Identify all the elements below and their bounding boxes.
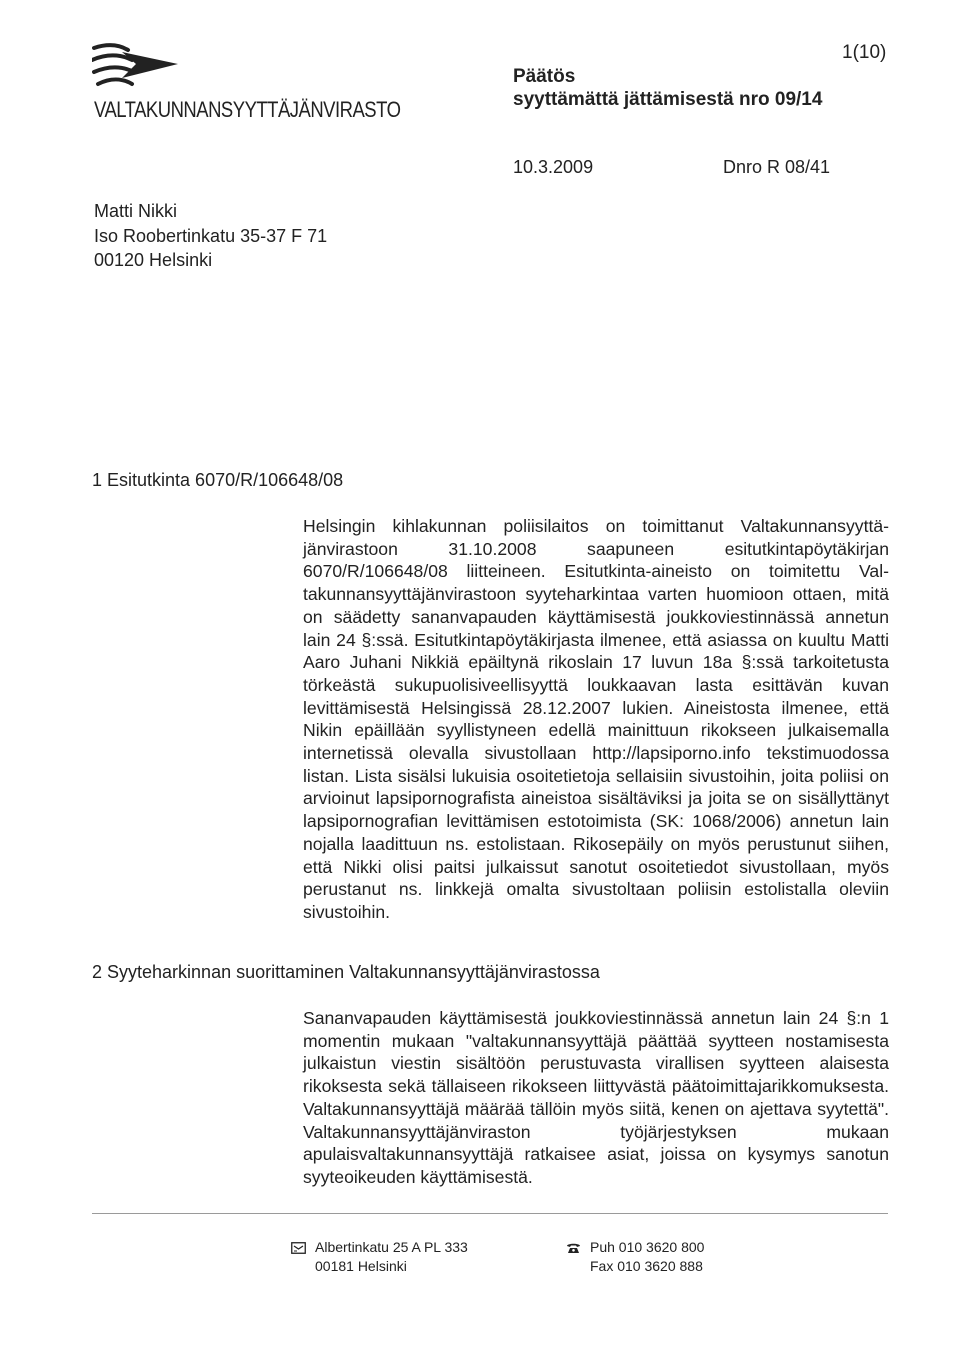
document-date: 10.3.2009 — [513, 157, 594, 177]
footer-fax: Fax 010 3620 888 — [590, 1258, 703, 1274]
agency-name: VALTAKUNNANSYYTTÄJÄNVIRASTO — [94, 97, 401, 122]
mailbox-icon — [291, 1242, 306, 1254]
document-reference-number: Dnro R 08/41 — [723, 157, 831, 177]
telephone-icon — [566, 1242, 581, 1254]
footer-phone: Puh 010 3620 800 — [590, 1239, 705, 1255]
recipient-address — [94, 199, 327, 273]
footer-address-line2: 00181 Helsinki — [315, 1258, 407, 1274]
section-heading: 2 Syyteharkinnan suorittaminen Valtakunnansyyttäjänvirastossa — [92, 962, 600, 982]
recipient-street: Iso Roobertinkatu 35-37 F 71 — [94, 225, 328, 246]
section-body: Sananvapauden käyttämisestä joukkoviestinnässä annetun lain 24 §:n 1 momentin mukaan "valtakunnansyyttäjä päättää syytteen nostamisesta julkaistun viestin sisältöön perustuvasta virallisen syytteen alaisesta rikoksesta sekä tällaiseen rikokseen liittyvästä päätoimittajarikkomuksesta. Valtakunnansyyttäjä määrää tällöin myös siitä, kenen on ajettava syytettä". Valtakunnansyyttäjänviraston työjärjestyksen mukaan apulaisvaltakunnansyyttäjä ratkaisee asiat, joissa on kysymys sanotun syyteoikeuden käyttämisestä. — [303, 1008, 889, 1187]
section-heading: 1 Esitutkinta 6070/R/106648/08 — [92, 470, 344, 490]
footer-divider — [92, 1213, 888, 1214]
recipient-name: Matti Nikki — [94, 201, 178, 221]
page-number: 1(10) — [842, 42, 887, 63]
document-subtitle: syyttämättä jättämisestä nro 09/14 — [513, 89, 823, 110]
section-body: Helsingin kihlakunnan poliisilaitos on toimittanut Valtakunnansyyttäjänvirastoon 31.10.2008 saapuneen esitutkintapöytäkirjan 6070/R/106648/08 liitteineen. Esitutkinta-aineisto on toimitettu Valtakunnansyyttäjänvirastoon syyteharkintaa varten huomioon ottaen, mitä on säädetty sananvapauden käyttämisestä joukkoviestinnässä annetun lain 24 §:ssä. Esitutkintapöytäkirjasta ilmenee, että asiassa on kuultu Matti Aaro Juhani Nikkiä epäiltynä rikoslain 17 luvun 18a §:ssä tarkoitetusta törkeästä sukupuolisiveellisyyttä loukkaavan lasta esittävän kuvan levittämisestä Helsingissä 28.12.2007 lukien. Aineistosta ilmenee, että Nikin epäillään syyllistyneen edellä mainittuun rikokseen julkaisemalla internetissä olevalla sivustollaan http://lapsiporno.info tekstimuodossa listan. Lista sisälsi lukuisia osoitetietoja sellaisiin sivustoihin, joita poliisi on arvioinut lapsipornografista aineistoa sisältäviksi ja joita se on sisällyttänyt lapsipornografian levittämisen estotoimista (SK: 1068/2006) annetun lain nojalla laadittuun ns. estolistaan. Rikosepäily on myös perustunut siihen, että Nikki olisi paitsi julkaissut sanotut osoitetiedot sivustollaan, myös perustanut ns. linkkejä omalta sivustoltaan poliisin estolistalla oleviin sivustoihin. — [303, 516, 889, 922]
footer-address — [291, 1238, 468, 1276]
agency-logo-icon — [92, 42, 192, 94]
recipient-postal: 00120 Helsinki — [94, 250, 213, 270]
document-type: Päätös — [513, 66, 576, 87]
footer-address-line1: Albertinkatu 25 A PL 333 — [315, 1239, 468, 1255]
footer-contact — [566, 1238, 704, 1276]
